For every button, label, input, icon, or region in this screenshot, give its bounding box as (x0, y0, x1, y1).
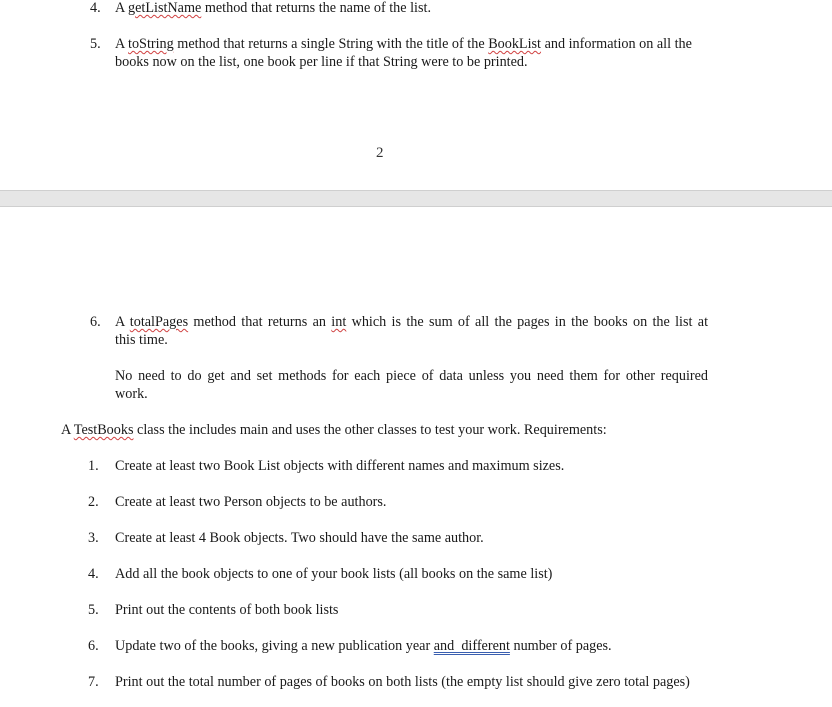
item-number: 6. (90, 314, 101, 330)
requirement-text: Create at least two Book List objects with different names and maximum sizes. (115, 458, 565, 474)
requirement-text-suffix: number of pages. (509, 638, 612, 654)
item-number: 4. (90, 0, 101, 16)
section-heading (61, 421, 607, 439)
note-text: No need to do get and set methods for each piece of data unless you need them for other required (115, 368, 708, 384)
document-page-bottom (0, 207, 832, 707)
item-number: 5. (90, 36, 101, 52)
code-term: totalPages (129, 314, 189, 330)
note-text-line2: work. (115, 386, 148, 402)
code-term: toString (128, 36, 174, 52)
requirement-number: 5. (88, 602, 99, 618)
item-text-suffix: which is the sum of all the pages in the books on the list at (346, 314, 709, 330)
item-text-prefix: A (115, 314, 130, 330)
heading-suffix: class the includes main and uses the other classes to test your work. Requirements: (133, 422, 607, 438)
requirement-number: 7. (88, 674, 99, 690)
requirement-text-prefix: Update two of the books, giving a new publication year (115, 638, 434, 654)
code-term: getListName (128, 0, 202, 16)
requirement-text: Add all the book objects to one of your book lists (all books on the same list) (115, 566, 553, 582)
requirement-text: Print out the total number of pages of books on both lists (the empty list should give zero total pages) (115, 674, 690, 690)
item-text-middle: method that returns a single String with the title of the (173, 36, 489, 52)
item-text-prefix: A (115, 36, 129, 52)
item-text-line2: books now on the list, one book per line if that String were to be printed. (115, 54, 528, 70)
requirement-number: 6. (88, 638, 99, 654)
item-text-middle: method that returns an (188, 314, 332, 330)
item-text (115, 0, 431, 17)
item-text-suffix: method that returns the name of the list. (201, 0, 431, 16)
item-text-line2: this time. (115, 332, 168, 348)
code-term: BookList (488, 36, 542, 52)
heading-prefix: A (61, 422, 74, 438)
requirement-number: 4. (88, 566, 99, 582)
code-term: TestBooks (73, 422, 134, 438)
requirement-text: Create at least two Person objects to be authors. (115, 494, 387, 510)
item-text-suffix: and information on all the (541, 36, 692, 52)
item-text-prefix: A (115, 0, 129, 16)
page-break (0, 190, 832, 207)
requirement-number: 2. (88, 494, 99, 510)
document-page-top (0, 0, 832, 190)
requirement-text: Create at least 4 Book objects. Two should have the same author. (115, 530, 484, 546)
item-text (115, 35, 692, 53)
page-number: 2 (376, 145, 384, 161)
grammar-flagged-text: and different (433, 638, 510, 654)
requirement-text (115, 637, 612, 655)
requirement-number: 1. (88, 458, 99, 474)
code-term: int (331, 314, 347, 330)
requirement-number: 3. (88, 530, 99, 546)
requirement-text: Print out the contents of both book lists (115, 602, 339, 618)
item-text (115, 313, 708, 331)
